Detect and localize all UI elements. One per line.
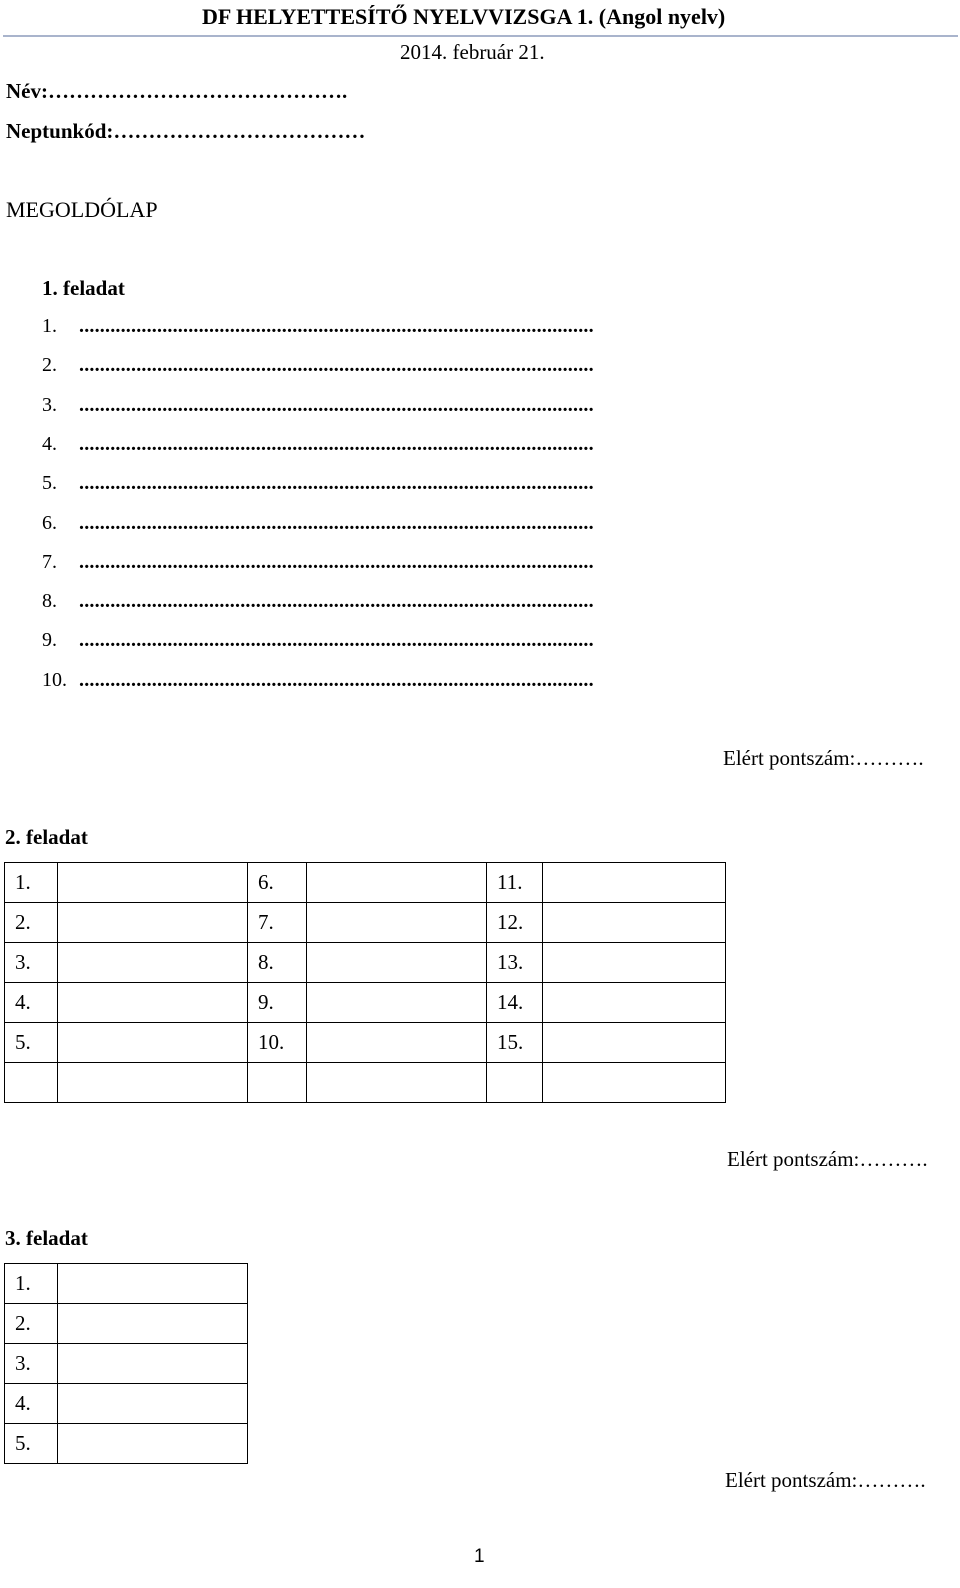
item-number-cell — [248, 1063, 307, 1103]
answer-dotted-line[interactable]: ................................................................................................... — [79, 668, 594, 691]
answer-cell[interactable] — [58, 863, 248, 903]
task1-answer-line[interactable] — [42, 512, 594, 535]
table-row — [5, 1384, 248, 1424]
header-rule — [3, 35, 958, 37]
item-number-cell: 5. — [5, 1023, 58, 1063]
answer-cell[interactable] — [543, 983, 726, 1023]
table-row — [5, 1023, 726, 1063]
item-number-cell: 4. — [5, 983, 58, 1023]
page-number: 1 — [474, 1546, 485, 1567]
answer-cell[interactable] — [58, 983, 248, 1023]
neptun-code-field: Neptunkód:……………………………… — [6, 119, 366, 143]
task1-answer-line[interactable] — [42, 354, 594, 377]
answer-cell[interactable] — [58, 1023, 248, 1063]
answer-cell[interactable] — [58, 943, 248, 983]
task3-answer-table — [4, 1263, 248, 1464]
answer-number: 6. — [42, 511, 57, 534]
item-number-cell: 2. — [5, 1304, 58, 1344]
item-number-cell: 7. — [248, 903, 307, 943]
task2-score: Elért pontszám:………. — [727, 1147, 928, 1171]
item-number-cell — [487, 1063, 543, 1103]
task3-title: 3. feladat — [5, 1226, 88, 1250]
table-row — [5, 1264, 248, 1304]
answer-dotted-line[interactable]: ................................................................................................... — [79, 472, 594, 495]
answer-cell[interactable] — [543, 1063, 726, 1103]
item-number-cell: 2. — [5, 903, 58, 943]
answer-number: 3. — [42, 393, 57, 416]
answer-dotted-line[interactable]: ................................................................................................... — [79, 432, 594, 455]
task1-answer-line[interactable] — [42, 669, 594, 692]
table-row — [5, 903, 726, 943]
answer-cell[interactable] — [307, 1063, 487, 1103]
item-number-cell: 8. — [248, 943, 307, 983]
answer-number: 2. — [42, 354, 57, 377]
task1-score: Elért pontszám:………. — [723, 746, 924, 770]
item-number-cell: 3. — [5, 1344, 58, 1384]
answer-cell[interactable] — [543, 943, 726, 983]
item-number-cell: 13. — [487, 943, 543, 983]
task3-score: Elért pontszám:………. — [725, 1468, 926, 1492]
exam-title: DF HELYETTESÍTŐ NYELVVIZSGA 1. (Angol nyelv) — [202, 4, 726, 29]
item-number-cell: 6. — [248, 863, 307, 903]
answer-cell[interactable] — [58, 1384, 248, 1424]
table-row — [5, 983, 726, 1023]
item-number-cell: 1. — [5, 863, 58, 903]
task1-answer-line[interactable] — [42, 590, 594, 613]
task1-answer-line[interactable] — [42, 315, 594, 338]
answer-dotted-line[interactable]: ................................................................................................... — [79, 511, 594, 534]
table-row — [5, 1063, 726, 1103]
table-row — [5, 1304, 248, 1344]
answer-cell[interactable] — [543, 903, 726, 943]
answer-cell[interactable] — [307, 903, 487, 943]
answer-dotted-line[interactable]: ................................................................................................... — [79, 315, 594, 337]
task1-answer-line[interactable] — [42, 472, 594, 495]
task1-answer-line[interactable] — [42, 629, 594, 652]
answer-dotted-line[interactable]: ................................................................................................... — [79, 354, 594, 377]
answer-number: 7. — [42, 550, 57, 573]
table-row — [5, 1344, 248, 1384]
answer-cell[interactable] — [307, 943, 487, 983]
table-row — [5, 863, 726, 903]
answer-cell[interactable] — [58, 1304, 248, 1344]
task1-title: 1. feladat — [42, 276, 125, 300]
answer-cell[interactable] — [543, 863, 726, 903]
answer-dotted-line[interactable]: ................................................................................................... — [79, 550, 594, 573]
item-number-cell: 12. — [487, 903, 543, 943]
answer-cell[interactable] — [307, 983, 487, 1023]
answer-cell[interactable] — [307, 1023, 487, 1063]
answer-number: 8. — [42, 590, 57, 613]
task2-answer-table — [4, 862, 726, 1103]
answer-cell[interactable] — [543, 1023, 726, 1063]
task1-answer-line[interactable] — [42, 394, 594, 417]
answer-cell[interactable] — [58, 1344, 248, 1384]
answer-cell[interactable] — [58, 903, 248, 943]
answer-dotted-line[interactable]: ................................................................................................... — [79, 393, 594, 416]
answer-cell[interactable] — [307, 863, 487, 903]
answer-number: 1. — [42, 315, 57, 337]
answer-number: 10. — [42, 668, 67, 691]
exam-date: 2014. február 21. — [400, 40, 545, 64]
table-row — [5, 943, 726, 983]
answer-dotted-line[interactable]: ................................................................................................... — [79, 629, 594, 652]
task1-answer-line[interactable] — [42, 551, 594, 574]
answer-number: 5. — [42, 472, 57, 495]
item-number-cell: 15. — [487, 1023, 543, 1063]
item-number-cell: 3. — [5, 943, 58, 983]
answer-cell[interactable] — [58, 1424, 248, 1464]
item-number-cell: 5. — [5, 1424, 58, 1464]
item-number-cell: 11. — [487, 863, 543, 903]
answer-number: 9. — [42, 629, 57, 652]
item-number-cell: 9. — [248, 983, 307, 1023]
item-number-cell: 1. — [5, 1264, 58, 1304]
item-number-cell: 14. — [487, 983, 543, 1023]
answer-cell[interactable] — [58, 1264, 248, 1304]
document-title: MEGOLDÓLAP — [6, 197, 158, 222]
table-row — [5, 1424, 248, 1464]
answer-cell[interactable] — [58, 1063, 248, 1103]
task1-answer-line[interactable] — [42, 433, 594, 456]
item-number-cell: 4. — [5, 1384, 58, 1424]
task2-title: 2. feladat — [5, 825, 88, 849]
item-number-cell — [5, 1063, 58, 1103]
name-field: Név:……………………………………. — [6, 79, 348, 103]
answer-dotted-line[interactable]: ................................................................................................... — [79, 590, 594, 613]
item-number-cell: 10. — [248, 1023, 307, 1063]
answer-number: 4. — [42, 432, 57, 455]
